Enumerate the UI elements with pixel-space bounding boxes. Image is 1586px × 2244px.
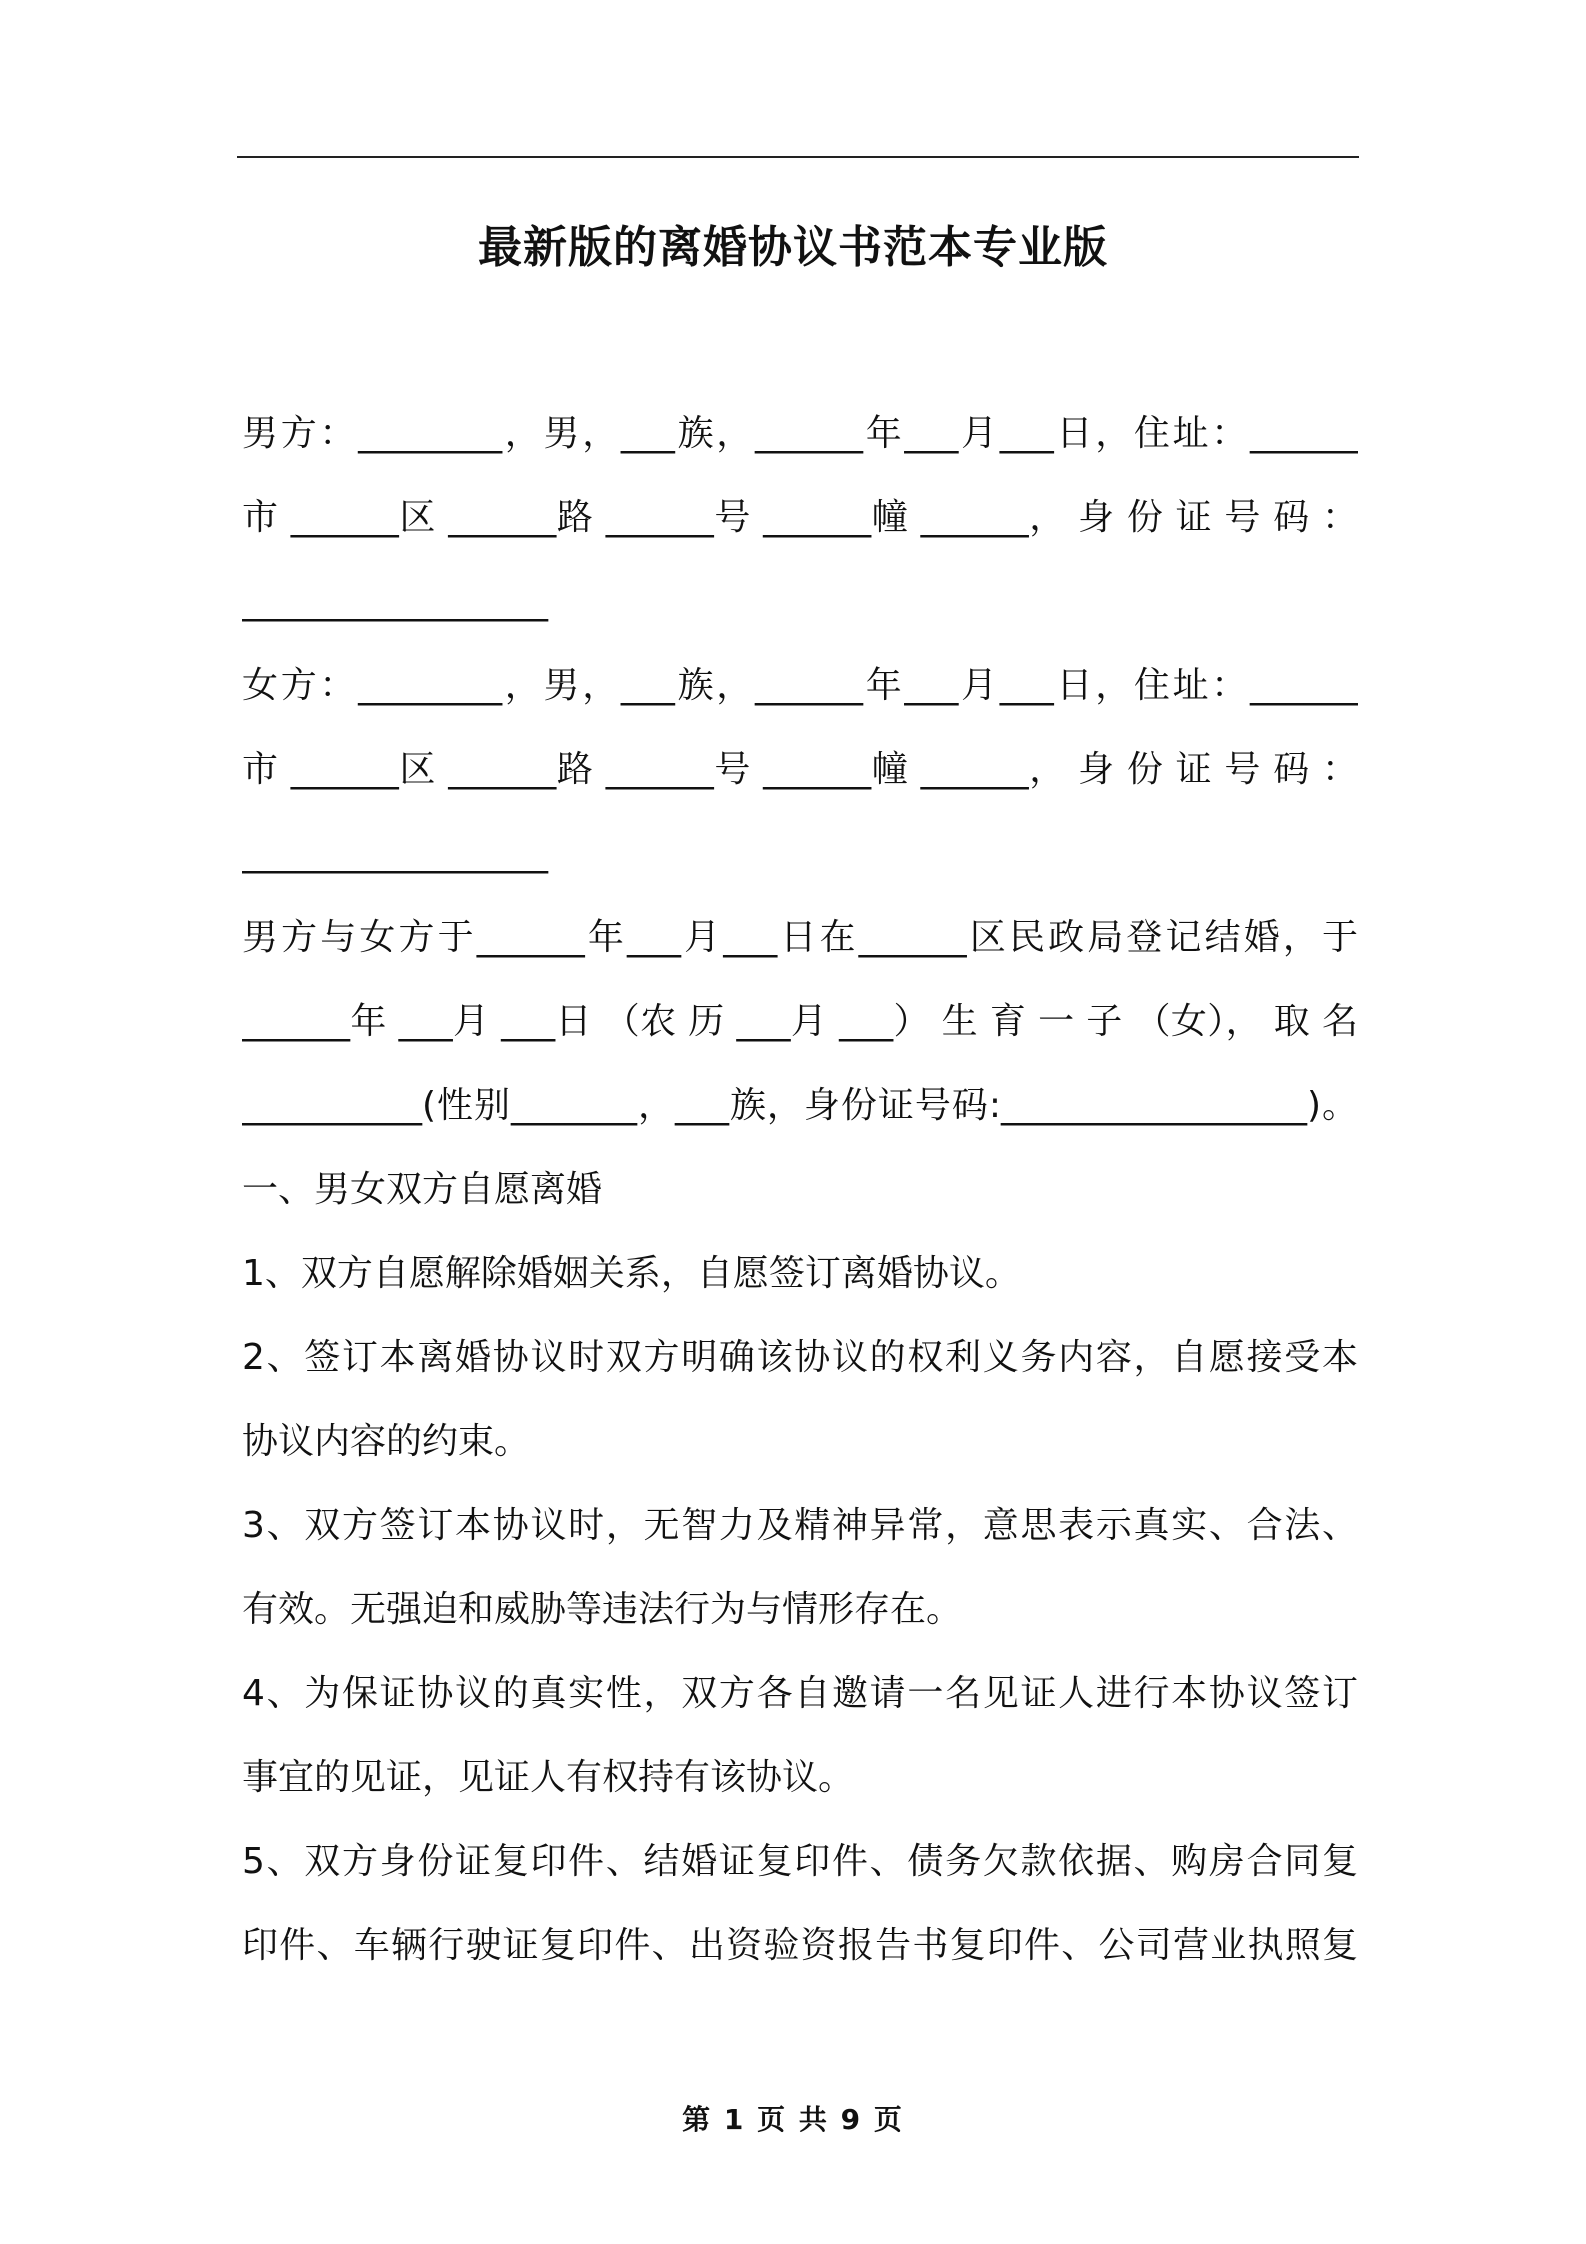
clause-2-line-2: 协议内容的约束。: [242, 1421, 531, 1462]
clause-2-line-1: 2、签订本离婚协议时双方明确该协议的权利义务内容，自愿接受本: [242, 1337, 1358, 1378]
female-party-line-2: 市 ______区 ______路 ______号 ______幢 ______， 身 份 证 号 码 ：: [242, 749, 1358, 790]
marriage-line-3: __________(性别_______，___族，身份证号码:_________________)。: [242, 1085, 1358, 1126]
clause-3-line-2: 有效。无强迫和威胁等违法行为与情形存在。: [242, 1589, 963, 1630]
clause-3-line-1: 3、双方签订本协议时，无智力及精神异常，意思表示真实、合法、: [242, 1505, 1358, 1546]
page-number-footer: 第 1 页 共 9 页: [682, 2103, 904, 2136]
male-party-line-2: 市 ______区 ______路 ______号 ______幢 ______， 身 份 证 号 码 ：: [242, 497, 1358, 538]
clause-1: 1、双方自愿解除婚姻关系，自愿签订离婚协议。: [242, 1253, 1021, 1294]
female-id-blank: _________________: [242, 833, 548, 874]
male-party-line-1: 男方：________，男，___族，______年___月___日，住址：______: [242, 413, 1358, 454]
clause-5-line-1: 5、双方身份证复印件、结婚证复印件、债务欠款依据、购房合同复: [242, 1841, 1358, 1882]
clause-4-line-1: 4、为保证协议的真实性，双方各自邀请一名见证人进行本协议签订: [242, 1673, 1358, 1714]
document-title: 最新版的离婚协议书范本专业版: [478, 222, 1108, 273]
marriage-line-2: ______年 ___月 ___日 （农 历 ___月 ___） 生 育 一 子 （女）， 取 名: [242, 1001, 1358, 1042]
male-id-blank: _________________: [242, 581, 548, 622]
clause-4-line-2: 事宜的见证，见证人有权持有该协议。: [242, 1757, 855, 1798]
marriage-line-1: 男方与女方于______年___月___日在______区民政局登记结婚，于: [242, 917, 1358, 958]
clause-5-line-2: 印件、车辆行驶证复印件、出资验资报告书复印件、公司营业执照复: [242, 1925, 1358, 1966]
female-party-line-1: 女方：________，男，___族，______年___月___日，住址：______: [242, 665, 1358, 706]
header-rule: [237, 156, 1359, 158]
section-heading-1: 一、男女双方自愿离婚: [242, 1169, 603, 1210]
